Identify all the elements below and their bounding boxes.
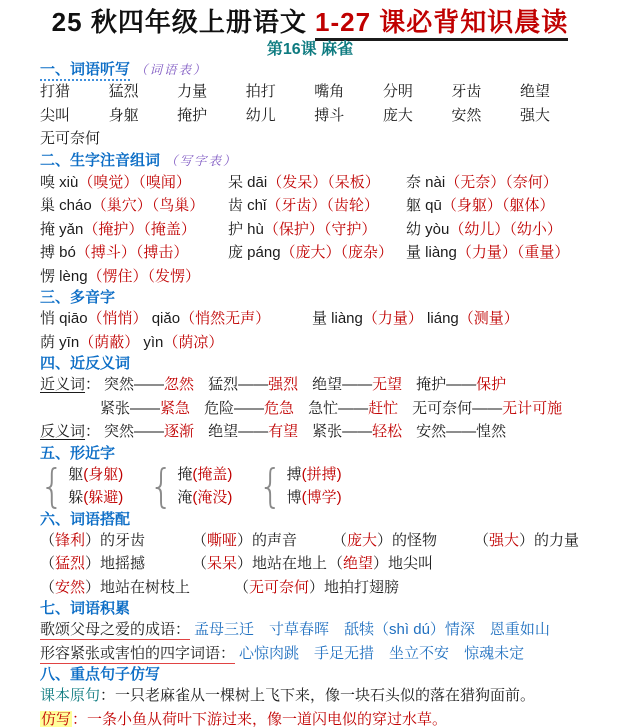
word-b: 危急 — [264, 399, 295, 417]
close-paren: ） — [373, 555, 389, 572]
xingjinzi-pair — [177, 463, 232, 510]
zi-words: （牙齿）（齿轮） — [266, 197, 379, 214]
lesson-subtitle: 第16课 麻雀 — [266, 41, 354, 58]
collocation-row — [40, 576, 612, 600]
synonym-pair — [100, 400, 190, 417]
dictation-word: 打猎 — [40, 83, 71, 100]
dash: —— — [342, 423, 373, 440]
collocation-rest: 地站在地上 — [252, 555, 328, 572]
open-paren: （ — [40, 578, 56, 596]
dictation-word: 分明 — [382, 83, 413, 100]
synonym-pair — [204, 400, 294, 417]
zi-row — [40, 265, 612, 289]
open-paren: （ — [40, 531, 56, 549]
open-paren: （ — [192, 555, 208, 572]
zi-pinyin: qū — [425, 197, 442, 214]
zi-entry — [228, 241, 406, 265]
section-1-heading — [40, 60, 612, 80]
dictation-word: 拍打 — [245, 83, 276, 100]
zi-pinyin: cháo — [59, 197, 92, 214]
collocation-item — [474, 529, 579, 553]
hanzi: 掩 — [177, 465, 193, 483]
reading-word: （测量） — [458, 310, 519, 327]
open-paren: （ — [474, 531, 490, 549]
word-a: 安然 — [416, 423, 447, 440]
hanzi: 躲 — [68, 489, 84, 506]
collocation-item — [192, 552, 328, 576]
section-8-heading — [40, 665, 612, 684]
zi-words: （无奈）（奈何） — [445, 173, 558, 191]
dictation-word: 嘴角 — [314, 83, 345, 100]
zi-words: （身躯）（躯体） — [441, 197, 555, 214]
antonym-pair — [104, 423, 194, 440]
collocation-rest: 地拍打翅膀 — [324, 578, 400, 596]
zi-entry — [228, 218, 406, 242]
section-6-heading — [40, 510, 612, 529]
duoyinzi-hanzi: 量 — [312, 310, 332, 327]
zi-hanzi: 嗅 — [40, 173, 60, 191]
reading-word: （荫凉） — [163, 333, 224, 351]
collocation-rest: 的声音 — [252, 531, 298, 549]
open-paren: （ — [234, 578, 250, 596]
collocation-rest: 地尖叫 — [388, 555, 434, 572]
duoyinzi-list — [40, 307, 612, 354]
duoyinzi-hanzi: 悄 — [40, 310, 60, 327]
open-paren: （ — [40, 555, 56, 572]
zi-hanzi: 掩 — [40, 220, 60, 238]
close-paren: ） — [237, 555, 253, 572]
word-accumulation-list — [40, 618, 612, 665]
dictation-word: 绝望 — [519, 83, 550, 100]
reading-word: （力量） — [362, 310, 423, 327]
zi-entry — [40, 241, 228, 265]
collocation-word: 绝望 — [343, 555, 374, 572]
dash: —— — [472, 399, 503, 417]
section-3-heading-text: 三、多音字 — [40, 289, 116, 306]
close-paren: ） — [85, 531, 101, 549]
zi-entry — [228, 194, 406, 218]
zi-hanzi: 护 — [228, 220, 248, 238]
antonym-label-text: 反义词 — [40, 423, 86, 440]
zi-entry — [406, 241, 612, 265]
zi-entry — [406, 218, 612, 242]
zi-words: （力量）（重量） — [456, 244, 570, 261]
dictation-row — [40, 80, 550, 104]
dictation-row — [40, 104, 550, 128]
word-b: 强烈 — [268, 376, 299, 393]
dash: —— — [134, 423, 165, 440]
zi-words: （庞大）（庞杂） — [280, 244, 394, 261]
collocation-item — [40, 576, 234, 600]
duoyinzi-hanzi: 荫 — [40, 333, 60, 351]
section-7-heading — [40, 599, 612, 618]
imitation-sentence-text: 一条小鱼从荷叶下游过来，像一道闪电似的穿过水草。 — [87, 710, 448, 727]
synonym-pair — [104, 376, 194, 393]
zi-words: （保护）（守护） — [263, 220, 377, 238]
zi-hanzi: 躯 — [406, 197, 426, 214]
imitation-colon: ： — [72, 710, 88, 727]
antonym-colon: ： — [85, 423, 101, 440]
accumulation-term: 恩重如山 — [489, 621, 550, 638]
brace-icon: { — [40, 459, 65, 512]
title-highlight: 1-27 课必背知识晨读 — [315, 7, 568, 41]
original-sentence-text: 一只老麻雀从一棵树上飞下来，像一块石头似的落在猎狗面前。 — [115, 687, 536, 704]
duoyinzi-entry — [312, 307, 519, 331]
synonym-pair — [208, 376, 298, 393]
word: (拼搏) — [301, 465, 342, 483]
dictation-word: 安然 — [451, 106, 482, 124]
word-a: 掩护 — [416, 376, 447, 393]
reading-pinyin: liàng — [331, 310, 363, 327]
accumulation-term: 坐立不安 — [389, 644, 450, 662]
title-prefix: 25 秋四年级上册语文 — [51, 7, 316, 37]
original-sentence-colon: ： — [100, 687, 116, 704]
dash: —— — [134, 376, 165, 393]
zi-hanzi: 幼 — [406, 220, 426, 238]
word-a: 危险 — [204, 399, 235, 417]
dash: —— — [446, 423, 477, 440]
hanzi: 博 — [286, 489, 302, 506]
synonym-colon: ： — [85, 376, 101, 393]
close-paren: ） — [237, 531, 253, 549]
duoyinzi-row — [40, 307, 612, 331]
zi-pinyin: hù — [247, 220, 264, 238]
collocation-word: 嘶哑 — [207, 531, 238, 549]
zi-hanzi: 巢 — [40, 197, 60, 214]
reading-word: （悄悄） — [87, 310, 148, 327]
zi-entry — [40, 265, 228, 289]
zi-words: （发呆）（呆板） — [267, 173, 380, 191]
zi-entry — [406, 171, 612, 195]
antonym-label — [40, 423, 100, 440]
antonym-pair — [416, 423, 506, 440]
duoyinzi-row — [40, 331, 612, 355]
collocation-item — [40, 552, 192, 576]
zi-words: （幼儿）（幼小） — [449, 220, 562, 238]
synonym-label-text: 近义词 — [40, 376, 86, 393]
section-1-note: （词语表） — [135, 63, 208, 77]
collocation-item — [40, 529, 192, 553]
collocation-word: 锋利 — [55, 531, 86, 549]
dictation-row — [40, 127, 612, 151]
brace-icon: { — [258, 459, 283, 512]
dictation-word: 猛烈 — [108, 83, 139, 100]
zi-zhuyin-list — [40, 171, 612, 289]
accumulation-term: 心惊肉跳 — [239, 644, 300, 662]
sheet-content — [0, 60, 620, 727]
synonym-label — [40, 376, 100, 393]
synonym-line — [40, 397, 612, 421]
xingjinzi-bottom — [287, 486, 342, 510]
collocation-word: 猛烈 — [55, 555, 86, 572]
word: (身躯) — [83, 465, 124, 483]
antonym-pair — [208, 423, 298, 440]
word-a: 急忙 — [308, 399, 339, 417]
close-paren: ） — [519, 531, 535, 549]
zi-pinyin: yǎn — [59, 220, 84, 238]
accumulation-term: 舐犊（shì dú）情深 — [344, 621, 475, 638]
synonym-line — [40, 373, 612, 397]
word-b: 惶然 — [476, 423, 507, 440]
zi-hanzi: 愣 — [40, 267, 60, 285]
section-8-heading-text: 八、重点句子仿写 — [40, 666, 161, 683]
collocation-list — [40, 529, 612, 600]
page-title — [0, 0, 620, 39]
imitation-sentence-line — [40, 708, 612, 727]
synonym-pair — [412, 400, 562, 417]
zi-row — [40, 171, 612, 195]
word-b: 无望 — [372, 376, 403, 393]
reading-pinyin: qiāo — [59, 310, 88, 327]
zi-hanzi: 奈 — [406, 173, 426, 191]
duoyinzi-entry — [40, 331, 223, 355]
dictation-word: 庞大 — [382, 106, 413, 124]
word: (掩盖) — [192, 465, 233, 483]
word-b: 有望 — [268, 423, 299, 440]
zi-hanzi: 搏 — [40, 244, 60, 261]
section-2-heading-text: 二、生字注音组词 — [40, 151, 161, 169]
xingjinzi-group — [40, 459, 124, 512]
collocation-row — [40, 529, 612, 553]
accumulation-term: 寸草春晖 — [269, 621, 330, 638]
section-2-heading — [40, 151, 612, 171]
hanzi: 躯 — [68, 465, 84, 483]
collocation-word: 呆呆 — [207, 555, 238, 572]
reading-pinyin: liáng — [422, 310, 459, 327]
zi-pinyin: bó — [59, 244, 76, 261]
section-7-heading-text: 七、词语积累 — [40, 600, 131, 617]
collocation-item — [328, 552, 433, 576]
xingjinzi-bottom — [177, 486, 232, 510]
dash: —— — [238, 376, 269, 393]
xingjinzi-top — [68, 463, 123, 487]
word-a: 猛烈 — [208, 376, 239, 393]
word-b: 赶忙 — [368, 399, 399, 417]
zi-row — [40, 194, 612, 218]
dictation-word: 强大 — [519, 106, 550, 124]
section-4-heading-text: 四、近反义词 — [40, 355, 131, 372]
hanzi: 搏 — [286, 465, 302, 483]
dictation-word-list — [40, 80, 612, 151]
zi-pinyin: chǐ — [247, 197, 267, 214]
reading-pinyin: yìn — [139, 333, 164, 351]
collocation-rest: 的怪物 — [392, 531, 438, 549]
section-6-heading-text: 六、词语搭配 — [40, 510, 131, 528]
dictation-word: 无可奈何 — [40, 130, 101, 147]
collocation-word: 庞大 — [347, 531, 378, 549]
dash: —— — [234, 399, 265, 417]
dictation-word: 掩护 — [177, 106, 208, 124]
zi-entry — [40, 218, 228, 242]
word-b: 保护 — [476, 376, 507, 393]
synonym-pair — [308, 400, 398, 417]
zi-hanzi: 呆 — [228, 173, 248, 191]
zi-pinyin: xiù — [59, 173, 79, 191]
section-5-heading — [40, 444, 612, 463]
xingjinzi-groups — [40, 459, 612, 512]
zi-row — [40, 218, 612, 242]
dash: —— — [238, 423, 269, 440]
collocation-rest: 的牙齿 — [100, 531, 146, 549]
zi-words: （愣住）（发愣） — [87, 267, 201, 285]
open-paren: （ — [332, 531, 348, 549]
zi-words: （搏斗）（搏击） — [75, 244, 189, 261]
word-b: 无计可施 — [502, 399, 563, 417]
reading-pinyin: yīn — [59, 333, 80, 351]
zi-entry — [40, 171, 228, 195]
open-paren: （ — [328, 555, 344, 572]
dash: —— — [342, 376, 373, 393]
zi-entry — [406, 194, 612, 218]
section-4-heading — [40, 354, 612, 373]
dash: —— — [338, 399, 369, 417]
word-a: 紧张 — [312, 423, 343, 440]
collocation-word: 安然 — [55, 578, 86, 596]
word-a: 紧张 — [100, 399, 131, 417]
collocation-word: 无可奈何 — [249, 578, 310, 596]
dictation-word: 牙齿 — [451, 83, 482, 100]
synonym-pair — [416, 376, 506, 393]
close-paren: ） — [85, 555, 101, 572]
dash: —— — [446, 376, 477, 393]
section-1-heading-text: 一、词语听写 — [40, 61, 130, 81]
collocation-rest: 地站在树枝上 — [100, 578, 191, 596]
reading-word: （悄然无声） — [180, 310, 271, 327]
word-b: 紧急 — [160, 399, 191, 417]
xingjinzi-group — [258, 459, 342, 512]
zi-pinyin: lèng — [59, 267, 88, 285]
word-a: 无可奈何 — [412, 399, 473, 417]
reading-word: （荫蔽） — [79, 333, 140, 351]
antonym-pair — [312, 423, 402, 440]
collocation-item — [192, 529, 332, 553]
accumulation-label: 形容紧张或害怕的四字词语： — [40, 644, 236, 662]
word-b: 忽然 — [164, 376, 195, 393]
dictation-word: 身躯 — [108, 106, 139, 124]
dash: —— — [130, 399, 161, 417]
close-paren: ） — [85, 578, 101, 596]
zi-words: （掩护）（掩盖） — [83, 220, 196, 238]
zi-row — [40, 241, 612, 265]
antonym-line — [40, 420, 612, 444]
word-b: 逐渐 — [164, 423, 195, 440]
word-a: 突然 — [104, 423, 135, 440]
synonym-pair — [312, 376, 402, 393]
accumulation-term: 孟母三迁 — [194, 621, 255, 638]
duoyinzi-entry — [40, 307, 312, 331]
accumulation-label: 歌颂父母之爱的成语： — [40, 621, 191, 638]
hanzi: 淹 — [177, 489, 193, 506]
xingjinzi-top — [177, 463, 232, 487]
word: (淹没) — [192, 489, 233, 506]
word-a: 绝望 — [312, 376, 343, 393]
zi-pinyin: yòu — [425, 220, 450, 238]
dictation-word: 力量 — [177, 83, 208, 100]
zi-pinyin: nài — [425, 173, 446, 191]
zi-entry — [40, 194, 228, 218]
reading-pinyin: qiǎo — [147, 310, 181, 327]
open-paren: （ — [192, 531, 208, 549]
dictation-word: 幼儿 — [245, 106, 276, 124]
xingjinzi-pair — [287, 463, 342, 510]
accumulation-term: 手足无措 — [314, 644, 375, 662]
word: (躲避) — [83, 489, 124, 506]
word-a: 绝望 — [208, 423, 239, 440]
word: (博学) — [301, 489, 342, 506]
section-2-note: （写字表） — [165, 153, 238, 168]
zi-hanzi: 量 — [406, 244, 426, 261]
original-sentence-line — [40, 684, 612, 708]
collocation-row — [40, 552, 612, 576]
zi-words: （嗅觉）（嗅闻） — [78, 173, 191, 191]
zi-pinyin: dāi — [247, 173, 268, 191]
zi-hanzi: 庞 — [228, 244, 248, 261]
synonym-antonym-list — [40, 373, 612, 444]
xingjinzi-top — [287, 463, 342, 487]
xingjinzi-pair — [68, 463, 123, 510]
zi-pinyin: liàng — [425, 244, 457, 261]
xingjinzi-group — [149, 459, 233, 512]
imitation-label: 仿写 — [41, 710, 72, 727]
collocation-rest: 地摇撼 — [100, 555, 146, 572]
close-paren: ） — [377, 531, 393, 549]
zi-pinyin: páng — [247, 244, 281, 261]
collocation-word: 强大 — [489, 531, 520, 549]
accumulation-line — [40, 642, 612, 666]
section-5-heading-text: 五、形近字 — [40, 444, 116, 462]
zi-entry — [228, 171, 406, 195]
original-sentence-label: 课本原句 — [40, 687, 101, 704]
collocation-item — [234, 576, 399, 600]
zi-words: （巢穴）（鸟巢） — [91, 197, 205, 214]
dictation-word: 尖叫 — [40, 106, 71, 124]
xingjinzi-bottom — [68, 486, 123, 510]
collocation-item — [332, 529, 474, 553]
brace-icon: { — [149, 459, 174, 512]
accumulation-line — [40, 618, 612, 642]
word-a: 突然 — [104, 376, 135, 393]
dictation-word: 搏斗 — [314, 106, 345, 124]
section-3-heading — [40, 288, 612, 307]
accumulation-term: 惊魂未定 — [464, 644, 525, 662]
collocation-rest: 的力量 — [534, 531, 580, 549]
zi-hanzi: 齿 — [228, 197, 248, 214]
word-b: 轻松 — [372, 423, 403, 440]
close-paren: ） — [309, 578, 325, 596]
